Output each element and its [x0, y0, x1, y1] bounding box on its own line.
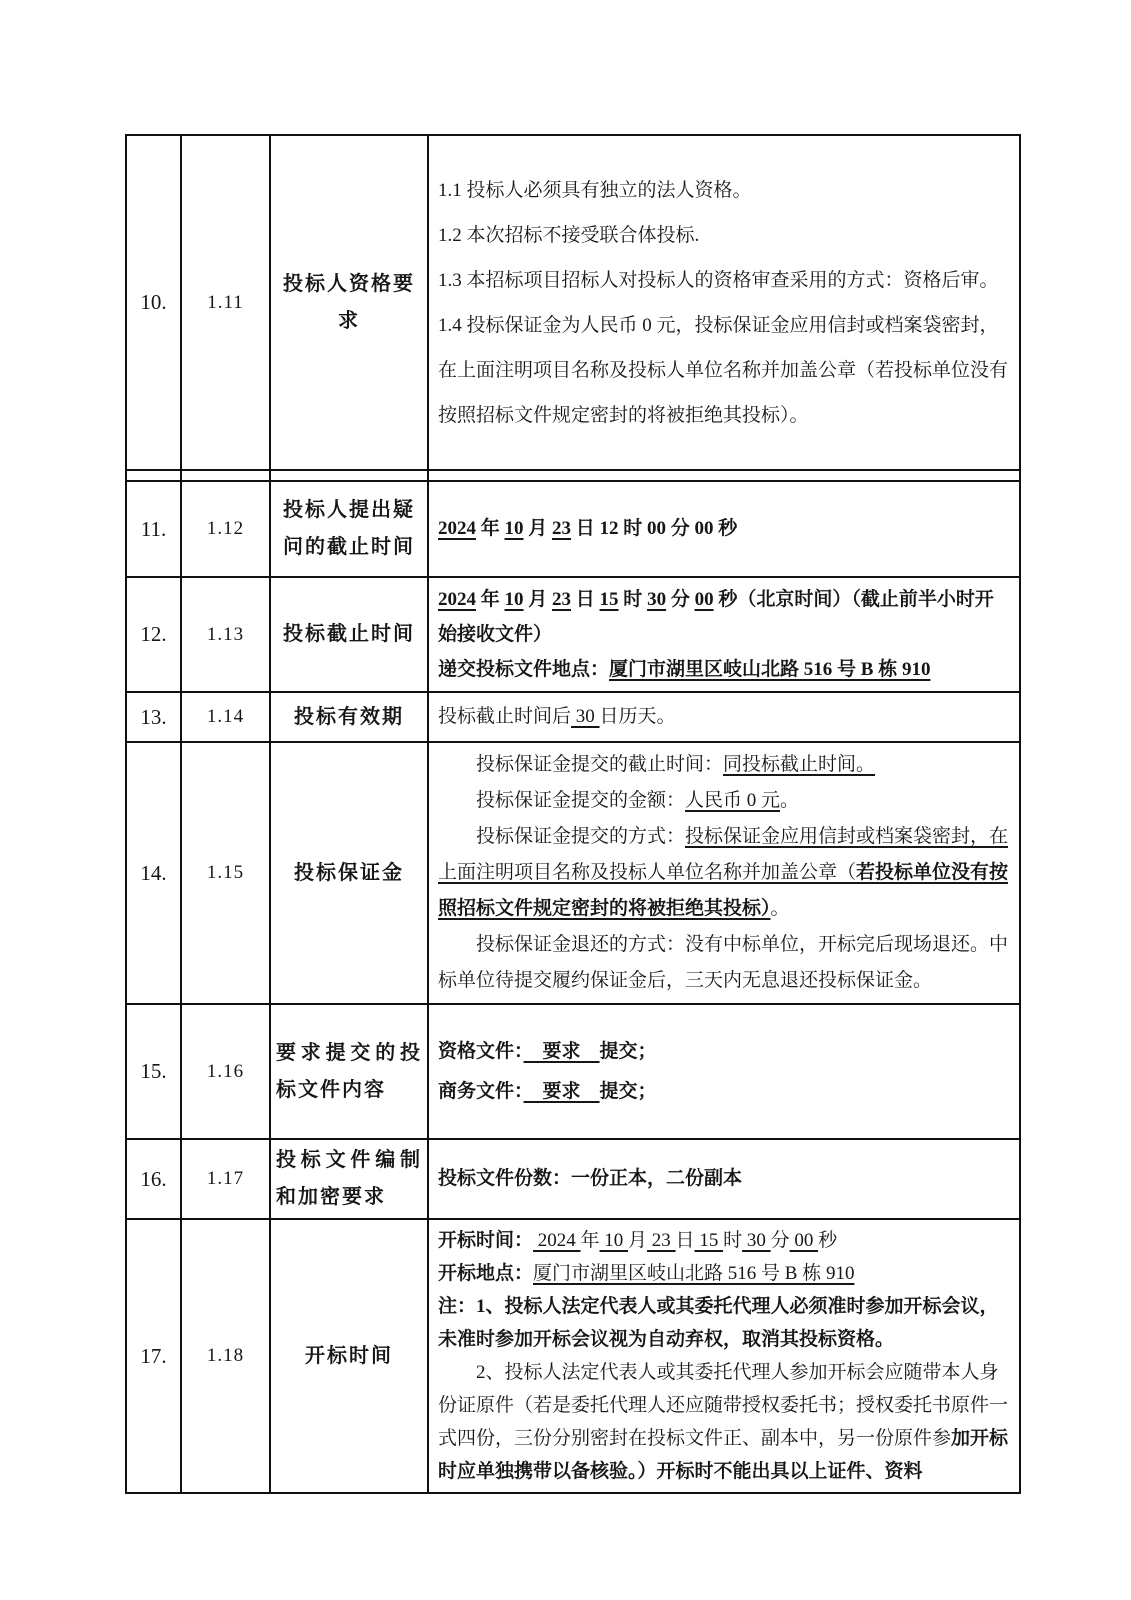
content-paragraph — [438, 927, 1010, 999]
text-run: 月 — [523, 518, 553, 539]
table-row — [126, 1004, 1020, 1139]
text-run: 开标时间： — [438, 1230, 534, 1251]
document-table — [125, 134, 1021, 1494]
text-run: 要求 — [523, 1080, 600, 1102]
content-paragraph — [438, 1356, 1010, 1488]
content-cell — [428, 742, 1020, 1004]
text-run: 分 — [770, 1230, 790, 1251]
row-number-cell: 12. — [126, 577, 181, 692]
table-row — [126, 135, 1020, 470]
content-paragraph — [438, 1257, 1010, 1290]
spacer-cell — [428, 470, 1020, 481]
text-run: 投标保证金提交的方式： — [476, 826, 686, 847]
text-run: 若投标单位没有按照招标文件规定密封的将被拒绝其投标） — [438, 862, 1009, 919]
text-run: 2024 — [533, 1230, 581, 1251]
text-run: 。 — [780, 790, 800, 811]
text-run: 。 — [770, 898, 790, 919]
text-run: 15 — [599, 589, 619, 610]
text-run: 商务文件： — [438, 1080, 524, 1102]
text-run: 1.4 投标保证金为人民币 0 元，投标保证金应用信封或档案袋密封，在上面注明项目名称及投标人单位名称并加盖公章（若投标单位没有按照招标文件规定密封的将被拒绝其投标）。 — [438, 314, 1009, 426]
text-run: 递交投标文件地点： — [438, 659, 610, 680]
spacer-cell — [126, 470, 181, 481]
label-cell: 要求提交的投标文件内容 — [270, 1004, 428, 1139]
content-paragraph — [438, 819, 1010, 927]
item-code-cell: 1.18 — [181, 1219, 270, 1493]
text-run: 1.1 投标人必须具有独立的法人资格。 — [438, 179, 752, 201]
text-run: 23 — [647, 1230, 676, 1251]
text-run: 秒 — [818, 1230, 838, 1251]
text-run: 30 — [647, 589, 667, 610]
text-run: 厦门市湖里区岐山北路 516 号 B 栋 910 — [533, 1263, 855, 1284]
content-paragraph — [438, 168, 1010, 213]
item-code-cell: 1.16 — [181, 1004, 270, 1139]
content-paragraph — [438, 1290, 1010, 1356]
text-run: 日 12 时 00 分 00 秒 — [571, 518, 738, 539]
text-run: 30 — [742, 1230, 771, 1251]
label-cell: 投标人提出疑问的截止时间 — [270, 481, 428, 577]
label-cell: 投标文件编制和加密要求 — [270, 1139, 428, 1219]
label-cell: 开标时间 — [270, 1219, 428, 1493]
table-row — [126, 1219, 1020, 1493]
content-paragraph — [438, 783, 1010, 819]
text-run: 人民币 0 元 — [685, 790, 781, 811]
content-paragraph — [438, 1072, 1010, 1112]
text-run: 要求 — [523, 1040, 600, 1062]
text-run: 2、投标人法定代表人或其委托代理人参加开标会应随带本人身份证原件（若是委托代理人还应随带授权委托书；授权委托书原件一式四份，三份分别密封在投标文件正、副本中，另一份原件参 — [438, 1362, 1009, 1449]
text-run: 开标地点： — [438, 1263, 534, 1284]
content-paragraph — [438, 747, 1010, 783]
table-row — [126, 692, 1020, 742]
text-run: 厦门市湖里区岐山北路 516 号 B 栋 910 — [609, 659, 931, 680]
content-paragraph — [438, 213, 1010, 258]
text-run: 2024 — [438, 518, 476, 539]
text-run: 年 — [580, 1230, 600, 1251]
text-run: 投标保证金退还的方式：没有中标单位，开标完后现场退还。中标单位待提交履约保证金后，三天内无息退还投标保证金。 — [438, 934, 1009, 991]
text-run: 加开标时应单独携带以备核验。）开标时不能出具以上证件、资料 — [438, 1428, 1009, 1482]
item-code-cell: 1.11 — [181, 135, 270, 470]
item-code-cell: 1.15 — [181, 742, 270, 1004]
row-number-cell: 13. — [126, 692, 181, 742]
row-number-cell: 10. — [126, 135, 181, 470]
text-run: 月 — [523, 589, 553, 610]
content-paragraph — [438, 652, 1010, 687]
text-run: 2024 — [438, 589, 476, 610]
content-paragraph — [438, 1162, 1010, 1196]
text-run: 投标截止时间后 — [438, 706, 572, 727]
text-run: 注：1、投标人法定代表人或其委托代理人必须准时参加开标会议，未准时参加开标会议视为自动弃权，取消其投标资格。 — [438, 1296, 999, 1350]
content-cell — [428, 577, 1020, 692]
table-row — [126, 577, 1020, 692]
text-run: 30 — [571, 706, 600, 727]
text-run: 月 — [628, 1230, 648, 1251]
text-run: 同投标截止时间。 — [723, 754, 876, 775]
text-run: 投标保证金提交的截止时间： — [476, 754, 724, 775]
content-cell — [428, 135, 1020, 470]
text-run: 年 — [476, 518, 505, 539]
text-run: 分 — [666, 589, 695, 610]
row-number-cell: 14. — [126, 742, 181, 1004]
content-paragraph — [438, 512, 1010, 546]
content-cell — [428, 1139, 1020, 1219]
text-run: 15 — [694, 1230, 724, 1251]
text-run: 00 — [694, 589, 714, 610]
table-row — [126, 742, 1020, 1004]
text-run: 10 — [504, 518, 524, 539]
text-run: 10 — [599, 1230, 629, 1251]
label-cell: 投标保证金 — [270, 742, 428, 1004]
table-row — [126, 481, 1020, 577]
content-paragraph — [438, 1224, 1010, 1257]
content-cell — [428, 1004, 1020, 1139]
row-number-cell: 15. — [126, 1004, 181, 1139]
content-cell — [428, 1219, 1020, 1493]
text-run: 年 — [476, 589, 505, 610]
text-run: 1.3 本招标项目招标人对投标人的资格审查采用的方式：资格后审。 — [438, 269, 999, 291]
row-number-cell: 16. — [126, 1139, 181, 1219]
content-cell — [428, 692, 1020, 742]
item-code-cell: 1.13 — [181, 577, 270, 692]
row-number-cell: 11. — [126, 481, 181, 577]
text-run: 时 — [723, 1230, 743, 1251]
content-paragraph — [438, 582, 1010, 652]
text-run: 时 — [618, 589, 648, 610]
text-run: 10 — [504, 589, 524, 610]
text-run: 投标文件份数：一份正本，二份副本 — [438, 1168, 743, 1189]
item-code-cell: 1.14 — [181, 692, 270, 742]
spacer-cell — [181, 470, 270, 481]
text-run: 提交； — [599, 1080, 657, 1102]
text-run: 资格文件： — [438, 1040, 524, 1062]
content-paragraph — [438, 303, 1010, 438]
content-paragraph — [438, 1032, 1010, 1072]
label-cell: 投标有效期 — [270, 692, 428, 742]
text-run: 日历天。 — [599, 706, 676, 727]
text-run: 日 — [675, 1230, 695, 1251]
text-run: 日 — [571, 589, 600, 610]
item-code-cell: 1.12 — [181, 481, 270, 577]
text-run: 00 — [789, 1230, 819, 1251]
text-run: 23 — [552, 589, 572, 610]
text-run: 投标保证金应用信封或档案袋密封，在上面注明项目名称及投标人单位名称并加盖公章（ — [438, 826, 1009, 883]
text-run: 秒（北京时间）（截止前半小时开始接收文件） — [438, 589, 994, 645]
label-cell: 投标人资格要求 — [270, 135, 428, 470]
page-break-spacer-row — [126, 470, 1020, 481]
text-run: 投标保证金提交的金额： — [476, 790, 686, 811]
content-cell — [428, 481, 1020, 577]
text-run: 1.2 本次招标不接受联合体投标. — [438, 224, 700, 246]
row-number-cell: 17. — [126, 1219, 181, 1493]
item-code-cell: 1.17 — [181, 1139, 270, 1219]
spacer-cell — [270, 470, 428, 481]
text-run: 23 — [552, 518, 572, 539]
label-cell: 投标截止时间 — [270, 577, 428, 692]
content-paragraph — [438, 258, 1010, 303]
text-run: 提交； — [599, 1040, 657, 1062]
table-row — [126, 1139, 1020, 1219]
content-paragraph — [438, 700, 1010, 734]
